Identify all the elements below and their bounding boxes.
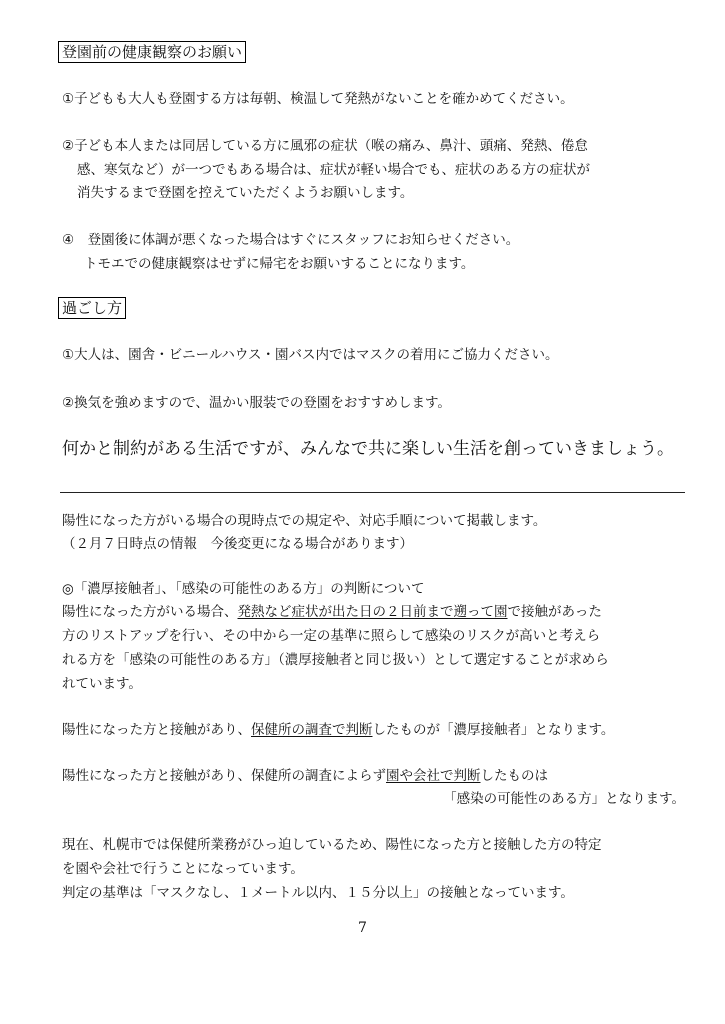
criteria-line: 判定の基準は「マスクなし、１メートル以内、１５分以上」の接触となっています。 (62, 885, 574, 901)
close-contact-subheading: ◎「濃厚接触者」、「感染の可能性のある方」の判断について (62, 581, 425, 597)
sapporo-note-line-1: 現在、札幌市では保健所業務がひっ迫しているため、陽性になった方と接触した方の特定 (62, 837, 602, 853)
possible-infection-definition-line-1 (62, 767, 548, 785)
text-segment: 陽性になった方がいる場合、 (62, 604, 238, 620)
health-check-item-1: ①子どもも大人も登園する方は毎朝、検温して発熱がないことを確かめてください。 (62, 91, 574, 107)
text-segment: したものが「濃厚接触者」となります。 (372, 722, 615, 738)
how-to-spend-item-1: ①大人は、園舎・ビニールハウス・園バス内ではマスクの着用にご協力ください。 (62, 347, 559, 363)
underlined-text: 園 (494, 604, 508, 620)
positive-case-intro: 陽性になった方がいる場合の現時点での規定や、対応手順について掲載します。 (62, 513, 547, 529)
health-check-item-2-line-2: 感、寒気など）が一つでもある場合は、症状が軽い場合でも、症状のある方の症状が (77, 162, 590, 178)
text-segment: 陽性になった方と接触があり、保健所の調査によらず (62, 768, 386, 784)
close-contact-para-line-2: 方のリストアップを行い、その中から一定の基準に照らして感染のリスクが高いと考えら (62, 628, 601, 644)
possible-infection-definition-line-2: 「感染の可能性のある方」となります。 (443, 791, 685, 807)
close-contact-para-line-1 (62, 603, 602, 621)
section-heading-health-check: 登園前の健康観察のお願い (58, 41, 246, 63)
close-contact-para-line-3: れる方を「感染の可能性のある方」（濃厚接触者と同じ扱い）として選定することが求めら (62, 652, 609, 668)
health-check-item-4-line-1: ④ 登園後に体調が悪くなった場合はすぐにスタッフにお知らせください。 (62, 232, 520, 248)
underlined-text: 保健所の調査で判断 (251, 722, 373, 738)
close-contact-para-line-4: れています。 (62, 676, 142, 692)
sapporo-note-line-2: を園や会社で行うことになっています。 (62, 861, 304, 877)
info-date-note: （２月７日時点の情報 今後変更になる場合があります） (62, 536, 413, 552)
text-segment: したものは (480, 768, 548, 784)
how-to-spend-item-2: ②換気を強めますので、温かい服装での登園をおすすめします。 (62, 395, 451, 411)
divider-line (60, 492, 685, 493)
page-number: 7 (358, 920, 367, 936)
underlined-text: 園や会社で判断 (386, 768, 481, 784)
health-check-item-2-line-3: 消失するまで登園を控えていただくようお願いします。 (77, 185, 414, 201)
text-segment: で接触があった (507, 604, 602, 620)
health-check-item-2-line-1: ②子ども本人または同居している方に風邪の症状（喉の痛み、鼻汁、頭痛、発熱、倦怠 (62, 138, 588, 154)
section-heading-how-to-spend: 過ごし方 (58, 297, 126, 319)
close-contact-definition (62, 721, 614, 739)
text-segment: 陽性になった方と接触があり、 (62, 722, 251, 738)
underlined-text: 発熱など症状が出た日の２日前まで遡って (237, 604, 494, 620)
closing-message: 何かと制約がある生活ですが、みんなで共に楽しい生活を創っていきましょう。 (62, 439, 674, 459)
health-check-item-4-line-2: トモエでの健康観察はせずに帰宅をお願いすることになります。 (84, 256, 475, 272)
